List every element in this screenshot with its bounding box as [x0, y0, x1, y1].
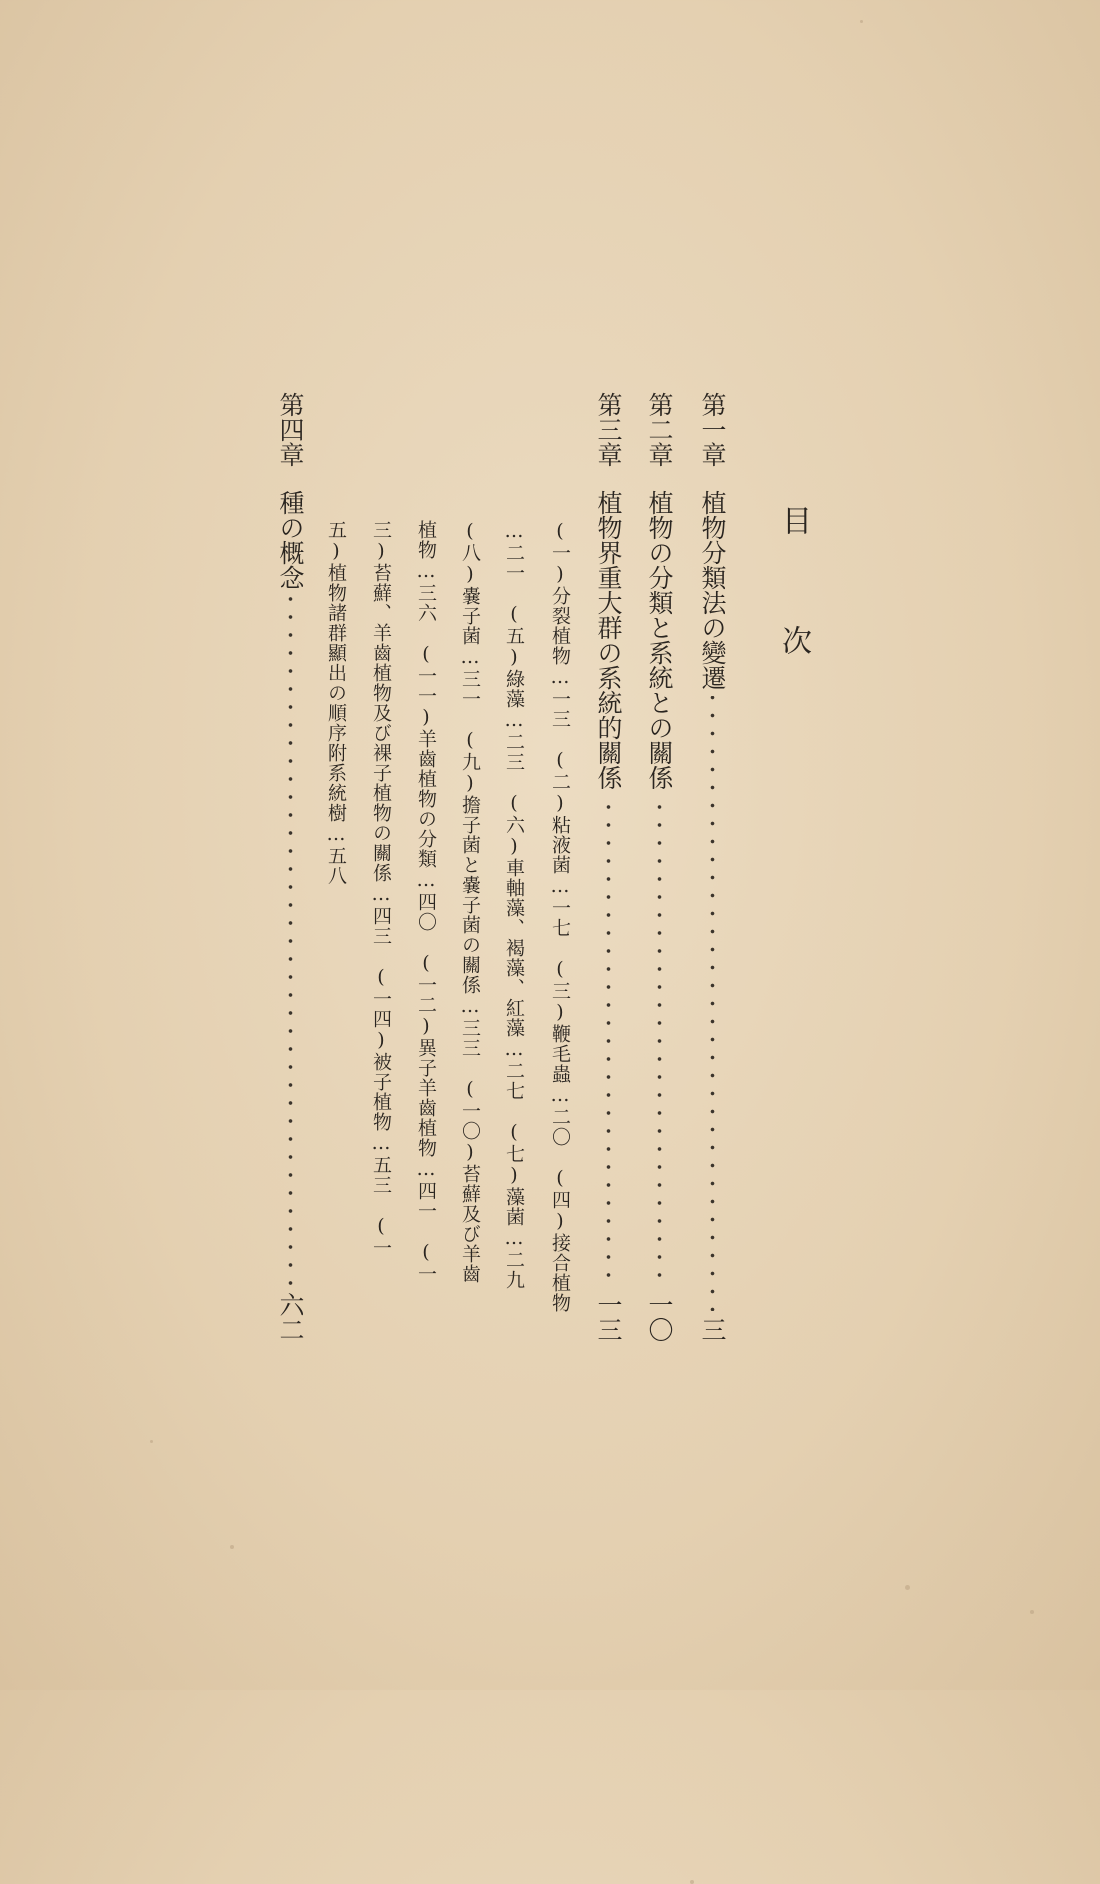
page-number: 三 — [698, 1317, 727, 1342]
paper-speck — [690, 1880, 694, 1884]
toc-subentry-line-3: (八)嚢子菌…三一 (九)擔子菌と嚢子菌の關係…三三 (一〇)苔蘚及び羊齒 — [459, 520, 481, 1284]
chapter-number: 第四章 — [276, 392, 305, 467]
chapter-number: 第二章 — [645, 392, 674, 467]
chapter-title: 種の概念 — [276, 490, 305, 590]
toc-subentry-line-5: 三)苔蘚、羊齒植物及び裸子植物の關係…四三 (一四)被子植物…五三 (一 — [370, 520, 392, 1258]
toc-chapter-3[interactable] — [596, 392, 621, 1342]
paper-speck — [230, 1545, 234, 1549]
paper-speck — [905, 1585, 910, 1590]
page-number: 六二 — [276, 1292, 305, 1342]
chapter-title: 植物の分類と系統との關係 — [645, 490, 674, 790]
toc-chapter-2[interactable] — [647, 392, 672, 1342]
toc-subentry-line-1: (一)分裂植物…一三 (二)粘液菌…一七 (三)鞭毛蟲…二〇 (四)接合植物 — [549, 520, 571, 1313]
dot-leader — [278, 596, 303, 1286]
toc-subentry-line-4: 植物…三六 (一一)羊齒植物の分類…四〇 (一二)異子羊齒植物…四一 (一 — [415, 520, 437, 1284]
chapter-title: 植物界重大群の系統的關係 — [594, 490, 623, 790]
paper-speck — [1030, 1610, 1034, 1614]
toc-subentry-line-6: 五)植物諸群顯出の順序附系統樹…五八 — [325, 520, 347, 886]
dot-leader — [647, 796, 672, 1286]
page-number: 一〇 — [645, 1292, 674, 1342]
dot-leader — [700, 696, 725, 1311]
page-title: 目 次 — [776, 505, 811, 685]
toc-chapter-1[interactable] — [700, 392, 725, 1342]
dot-leader — [596, 796, 621, 1286]
paper-speck — [150, 1440, 153, 1443]
toc-subentry-line-2: …二一 (五)綠藻…二三 (六)車軸藻、褐藻、紅藻…二七 (七)藻菌…二九 — [503, 520, 525, 1290]
page-number: 一三 — [594, 1292, 623, 1342]
chapter-number: 第一章 — [698, 392, 727, 467]
chapter-title: 植物分類法の變遷 — [698, 490, 727, 690]
toc-chapter-4[interactable] — [278, 392, 303, 1342]
paper-speck — [860, 20, 863, 23]
chapter-number: 第三章 — [594, 392, 623, 467]
